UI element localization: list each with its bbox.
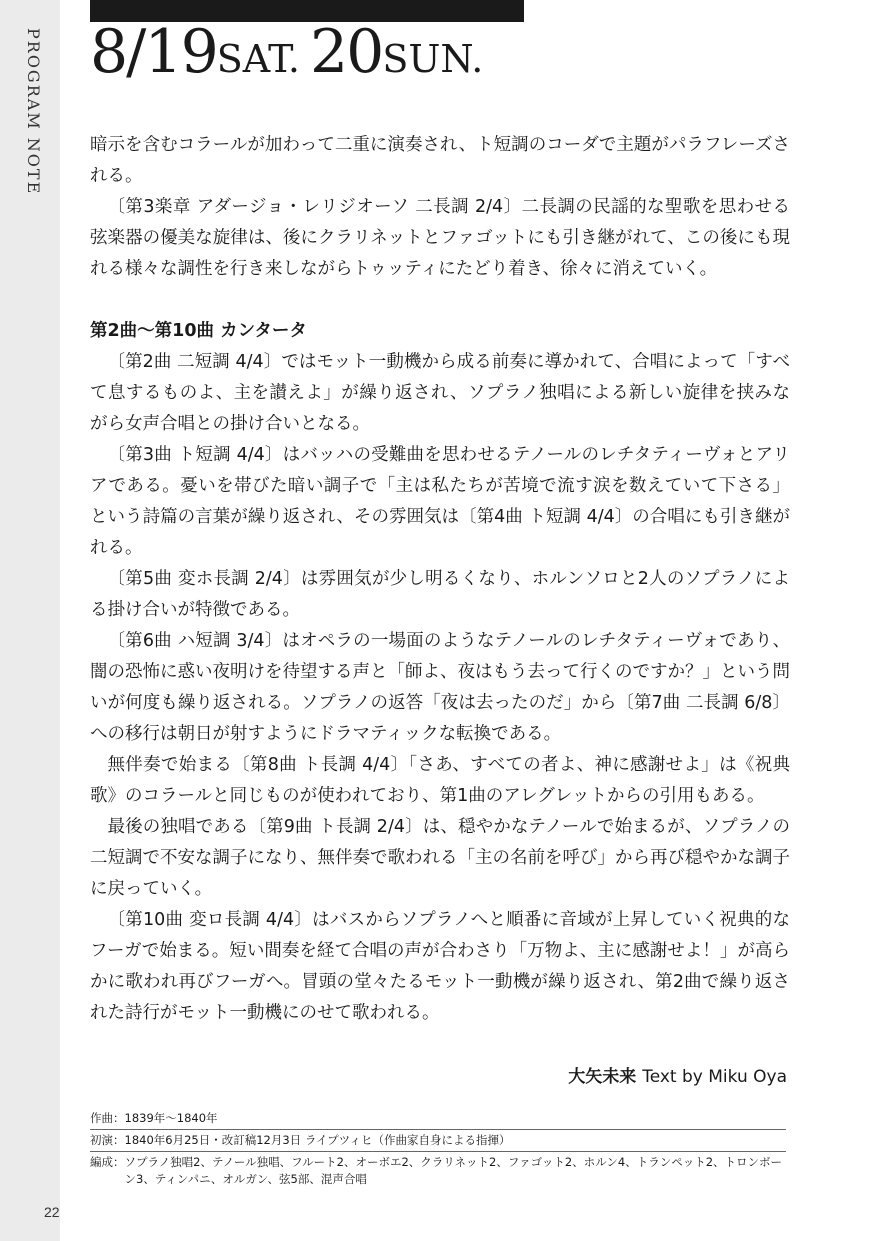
author-name: 大矢未来 [568, 1067, 637, 1087]
paragraph: 〔第5曲 変ホ長調 2/4〕は雰囲気が少し明るくなり、ホルンソロと2人のソプラノによる掛け合いが特徴である。 [90, 569, 790, 620]
paragraph: 〔第3曲 ト短調 4/4〕はバッハの受難曲を思わせるテノールのレチタティーヴォとアリアである。憂いを帯びた暗い調子で「主は私たちが苦境で流す涙を数えていて下さる」という詩篇の言葉が繰り返され、その雰囲気は〔第4曲 ト短調 4/4〕の合唱にも引き継がれる。 [90, 445, 790, 558]
info-row-composition [90, 1108, 786, 1130]
paragraph: 〔第2曲 二短調 4/4〕ではモット一動機から成る前奏に導かれて、合唱によって「すべて息するものよ、主を讃えよ」が繰り返され、ソプラノ独唱による新しい旋律を挟みながら女声合唱との掛け合いとなる。 [90, 352, 790, 434]
concert-date-title [90, 17, 493, 87]
author-credit [568, 1062, 787, 1087]
scoring-value: ソプラノ独唱2、テノール独唱、フルート2、オーボエ2、クラリネット2、ファゴット2、ホルン4、トランペット2、トロンボーン3、ティンパニ、オルガン、弦5部、混声合唱 [124, 1155, 783, 1186]
author-credit-text: Text by Miku Oya [642, 1067, 787, 1087]
page-number: 22 [44, 1204, 60, 1220]
paragraph: 最後の独唱である〔第9曲 ト長調 2/4〕は、穏やかなテノールで始まるが、ソプラノの二短調で不安な調子になり、無伴奏で歌われる「主の名前を呼び」から再び穏やかな調子に戻っていく。 [90, 817, 790, 899]
info-row-premiere [90, 1130, 786, 1152]
scoring-label: 編成： [90, 1155, 125, 1169]
premiere-label: 初演： [90, 1133, 125, 1147]
paragraph: 〔第10曲 変ロ長調 4/4〕はバスからソプラノへと順番に音域が上昇していく祝典的なフーガで始まる。短い間奏を経て合唱の声が合わさり「万物よ、主に感謝せよ！」が高らかに歌われ再びフーガへ。冒頭の堂々たるモット一動機が繰り返され、第2曲で繰り返された詩行がモット一動機にのせて歌われる。 [90, 910, 790, 1023]
composition-value: 1839年～1840年 [124, 1111, 218, 1125]
date-1: 8/19 [90, 17, 217, 87]
paragraph: 暗示を含むコラールが加わって二重に演奏され、ト短調のコーダで主題がパラフレーズされる。 [90, 135, 790, 186]
sidebar [0, 0, 60, 1241]
date-2: 20 [310, 17, 383, 87]
day-1: SAT. [216, 37, 300, 81]
program-note-body [90, 130, 790, 1029]
composition-label: 作曲： [90, 1111, 125, 1125]
day-2: SUN. [382, 37, 484, 81]
paragraph: 〔第3楽章 アダージョ・レリジオーソ 二長調 2/4〕二長調の民謡的な聖歌を思わせる弦楽器の優美な旋律は、後にクラリネットとファゴットにも引き継がれて、この後にも現れる様々な調性を行き来しながらトゥッティにたどり着き、徐々に消えていく。 [90, 197, 790, 279]
info-row-scoring [90, 1152, 786, 1190]
section-label: PROGRAM NOTE [24, 28, 43, 196]
paragraph: 〔第6曲 ハ短調 3/4〕はオペラの一場面のようなテノールのレチタティーヴォであり、闇の恐怖に惑い夜明けを待望する声と「師よ、夜はもう去って行くのですか？」という問いが何度も繰り返される。ソプラノの返答「夜は去ったのだ」から〔第7曲 二長調 6/8〕への移行は朝日が射すようにドラマティックな転換である。 [90, 631, 790, 744]
section-heading: 第2曲～第10曲 カンタータ [90, 321, 307, 341]
paragraph: 無伴奏で始まる〔第8曲 ト長調 4/4〕「さあ、すべての者よ、神に感謝せよ」は《祝典歌》のコラールと同じものが使われており、第1曲のアレグレットからの引用もある。 [90, 755, 790, 806]
work-info-table [90, 1108, 786, 1190]
premiere-value: 1840年6月25日・改訂稿12月3日 ライプツィヒ（作曲家自身による指揮） [124, 1133, 511, 1147]
